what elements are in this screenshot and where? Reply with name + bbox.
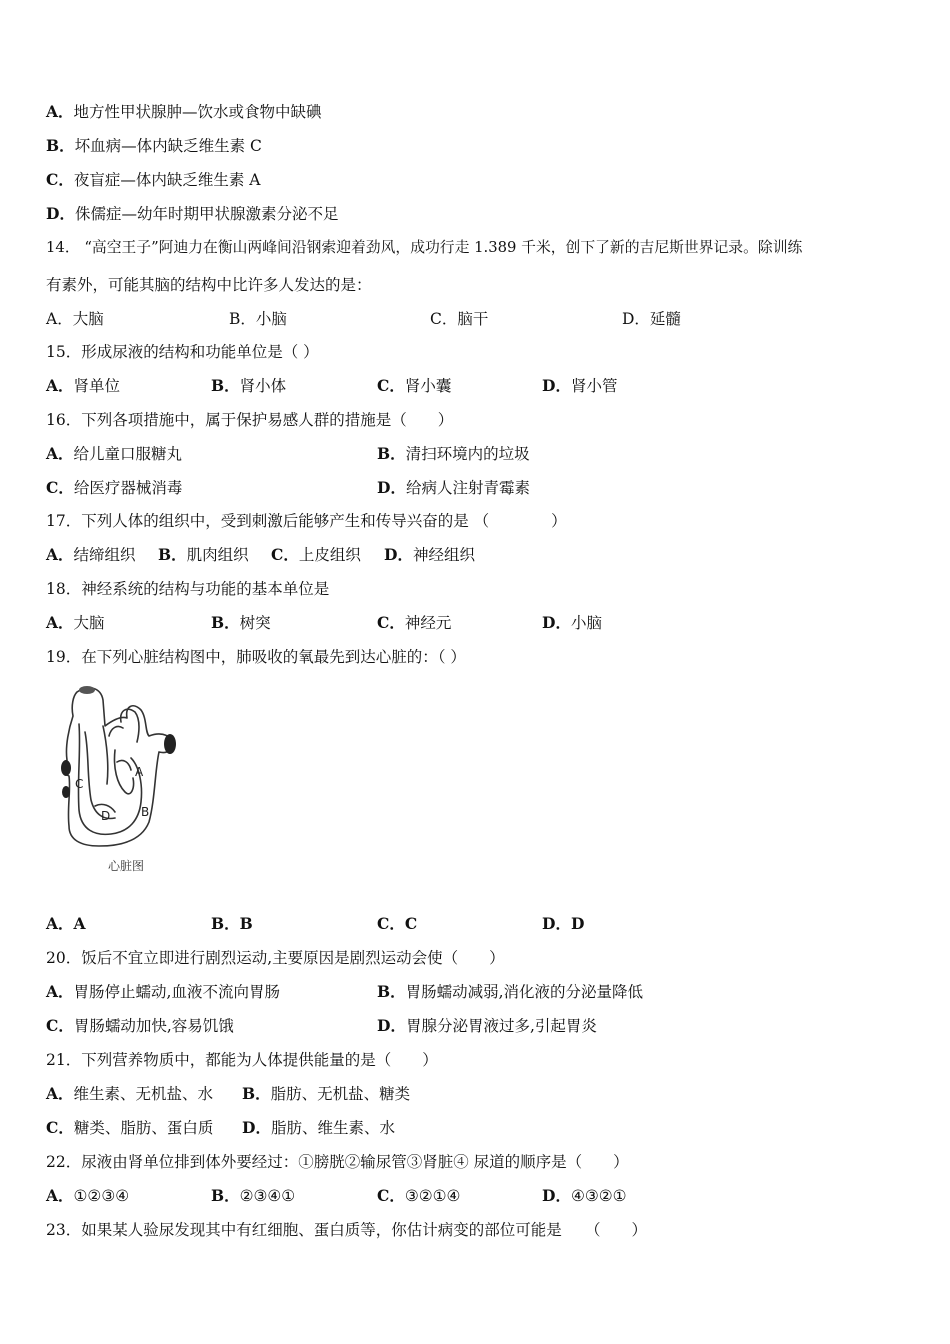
- q15-stem: 15．形成尿液的结构和功能单位是（ ）: [46, 343, 319, 361]
- q18-option-c: C．神经元: [377, 613, 452, 632]
- q17-option-c: C．上皮组织: [271, 545, 361, 564]
- q20-stem: 20．饭后不宜立即进行剧烈运动,主要原因是剧烈运动会使（ ）: [46, 949, 505, 967]
- q22-option-a: A．①②③④: [46, 1186, 130, 1205]
- q20-option-a: A．胃肠停止蠕动,血液不流向胃肠: [46, 982, 280, 1001]
- q16-option-c: C．给医疗器械消毒: [46, 478, 183, 497]
- q14-stem-line1: 14． “高空王子”阿迪力在衡山两峰间沿钢索迎着劲风，成功行走 1.389 千米，创下了新的吉尼斯世界记录。除训练: [46, 239, 803, 256]
- q20-option-d: D．胃腺分泌胃液过多,引起胃炎: [377, 1016, 597, 1035]
- q21-option-d: D．脂肪、维生素、水: [242, 1118, 395, 1137]
- q14-option-b: B．小脑: [229, 310, 287, 328]
- q20-option-c: C．胃肠蠕动加快,容易饥饿: [46, 1016, 234, 1035]
- q21-option-b: B．脂肪、无机盐、糖类: [242, 1084, 411, 1103]
- q19-option-b: B．B: [211, 914, 253, 933]
- q17-option-b: B．肌肉组织: [158, 545, 249, 564]
- q13-option-c: C．夜盲症—体内缺乏维生素 A: [46, 170, 261, 189]
- heart-label-c: C: [75, 777, 84, 791]
- q21-stem: 21．下列营养物质中，都能为人体提供能量的是（ ）: [46, 1051, 438, 1069]
- q15-option-a: A．肾单位: [46, 376, 121, 395]
- q23-stem: 23．如果某人验尿发现其中有红细胞、蛋白质等，你估计病变的部位可能是 （ ）: [46, 1221, 647, 1239]
- heart-caption: 心脏图: [108, 859, 145, 873]
- q19-option-d: D．D: [542, 914, 585, 933]
- q13-option-b: B．坏血病—体内缺乏维生素 C: [46, 136, 262, 155]
- q22-option-c: C．③②①④: [377, 1186, 461, 1205]
- q14-option-c: C．脑干: [430, 310, 489, 328]
- q15-option-b: B．肾小体: [211, 376, 287, 395]
- q19-option-c: C．C: [377, 914, 418, 933]
- heart-label-b: B: [141, 805, 150, 819]
- q13-option-d: D．侏儒症—幼年时期甲状腺激素分泌不足: [46, 204, 339, 223]
- q15-option-d: D．肾小管: [542, 376, 618, 395]
- q13-option-a: A．地方性甲状腺肿—饮水或食物中缺碘: [46, 102, 322, 121]
- q14-stem-line2: 有素外，可能其脑的结构中比许多人发达的是：: [46, 276, 372, 294]
- q21-option-a: A．维生素、无机盐、水: [46, 1084, 214, 1103]
- vessel-stub-left-upper: [61, 760, 71, 776]
- q22-option-b: B．②③④①: [211, 1186, 296, 1205]
- q18-option-b: B．树突: [211, 613, 271, 632]
- q14-option-a: A．大脑: [46, 310, 104, 328]
- q16-option-a: A．给儿童口服糖丸: [46, 444, 183, 463]
- q16-stem: 16．下列各项措施中，属于保护易感人群的措施是（ ）: [46, 411, 454, 429]
- q17-stem: 17．下列人体的组织中，受到刺激后能够产生和传导兴奋的是 （ ）: [46, 512, 567, 530]
- q18-stem: 18．神经系统的结构与功能的基本单位是: [46, 580, 330, 598]
- q22-option-d: D．④③②①: [542, 1186, 627, 1205]
- q17-option-a: A．结缔组织: [46, 545, 136, 564]
- q18-option-d: D．小脑: [542, 613, 602, 632]
- q16-option-b: B．清扫环境内的垃圾: [377, 444, 530, 463]
- heart-label-a: A: [135, 765, 144, 779]
- q19-option-a: A．A: [46, 914, 86, 933]
- q22-stem: 22．尿液由肾单位排到体外要经过：①膀胱②输尿管③肾脏④ 尿道的顺序是（ ）: [46, 1153, 629, 1171]
- vessel-stub-top: [79, 686, 95, 694]
- q21-option-c: C．糖类、脂肪、蛋白质: [46, 1118, 214, 1137]
- q16-option-d: D．给病人注射青霉素: [377, 478, 530, 497]
- vessel-stub-right: [164, 734, 176, 754]
- heart-label-d: D: [101, 809, 111, 823]
- q18-option-a: A．大脑: [46, 613, 105, 632]
- q17-option-d: D．神经组织: [384, 545, 475, 564]
- q14-option-d: D．延髓: [622, 310, 681, 328]
- heart-diagram: [55, 680, 190, 880]
- vessel-stub-left-lower: [62, 786, 70, 798]
- q20-option-b: B．胃肠蠕动减弱,消化液的分泌量降低: [377, 982, 644, 1001]
- q19-stem: 19．在下列心脏结构图中，肺吸收的氧最先到达心脏的：（ ）: [46, 648, 466, 666]
- q15-option-c: C．肾小囊: [377, 376, 452, 395]
